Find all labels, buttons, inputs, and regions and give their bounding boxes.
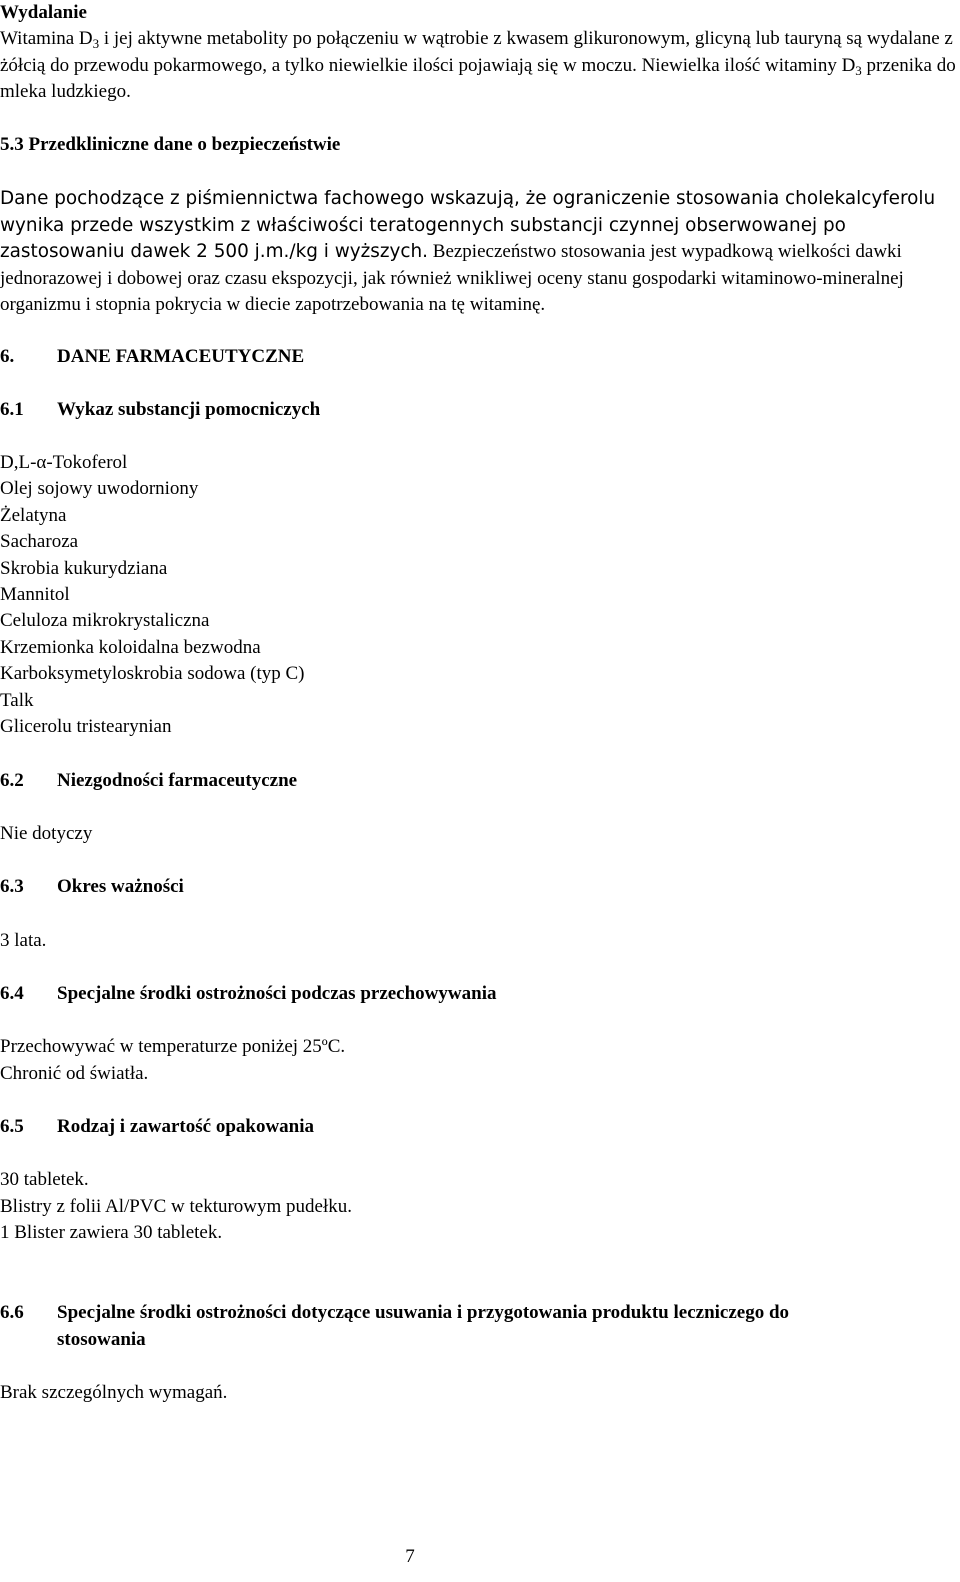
section-6-6-text: Brak szczególnych wymagań. — [0, 1382, 228, 1403]
list-item: Skrobia kukurydziana — [0, 557, 168, 579]
list-item: Celuloza mikrokrystaliczna — [0, 610, 210, 632]
section-6-2-heading: 6.2 Niezgodności farmaceutyczne — [0, 770, 298, 791]
section-6-4-line-2: Chronić od światła. — [0, 1063, 149, 1084]
section-6-4-heading: 6.4 Specjalne środki ostrożności podczas przechowywania — [0, 983, 497, 1004]
section-6-3-text: 3 lata. — [0, 930, 47, 951]
section-6-4-line-1: Przechowywać w temperaturze poniżej 25ºC. — [0, 1036, 346, 1057]
excipients-list — [0, 450, 958, 740]
list-item: Krzemionka koloidalna bezwodna — [0, 636, 261, 658]
section-5-3-paragraph: Dane pochodzące z piśmiennictwa fachowego wskazują, że ograniczenie stosowania cholekalcyferolu wynika przede wszystkim z właściwości teratogennych substancji czynnej obserwowanej po zastosowaniu dawek 2 500 j.m./kg i wyższych. Bezpieczeństwo stosowania jest wypadkową wielkości dawki jednorazowej i dobowej oraz czasu ekspozycji, jak również wnikliwej oceny stanu gospodarki witaminowo-mineralnej organizmu i stopnia pokrycia w diecie zapotrzebowania na tę witaminę. — [0, 188, 936, 315]
section-6-5-line-2: Blistry z folii Al/PVC w tekturowym pudełku. — [0, 1196, 353, 1217]
excretion-paragraph: Witamina $D_3$ i jej aktywne metabolity po połączeniu w wątrobie z kwasem glikuronowym, glicyną lub tauryną są wydalane z żółcią do przewodu pokarmowego, a tylko niewielkie ilości pojawiają się w moczu. Niewielka ilość witaminy $D_3$ przenika do mleka ludzkiego. — [0, 28, 956, 102]
section-6-5-line-3: 1 Blister zawiera 30 tabletek. — [0, 1222, 223, 1243]
section-6-5-line-1: 30 tabletek. — [0, 1169, 89, 1190]
list-item: Olej sojowy uwodorniony — [0, 478, 199, 500]
section-6-heading: 6. DANE FARMACEUTYCZNE — [0, 346, 305, 367]
section-5-3-heading: 5.3 Przedkliniczne dane o bezpieczeństwie — [0, 134, 341, 155]
section-6-6-heading-continued: stosowania — [57, 1329, 146, 1350]
list-item: Talk — [0, 689, 34, 711]
list-item: Żelatyna — [0, 504, 67, 526]
section-6-6-heading: 6.6 Specjalne środki ostrożności dotyczące usuwania i przygotowania produktu leczniczego do — [0, 1302, 790, 1323]
section-6-5-heading: 6.5 Rodzaj i zawartość opakowania — [0, 1116, 315, 1137]
list-item: Glicerolu tristearynian — [0, 715, 172, 737]
list-item: Mannitol — [0, 583, 70, 605]
section-6-2-text: Nie dotyczy — [0, 823, 93, 844]
section-6-1-heading: 6.1 Wykaz substancji pomocniczych — [0, 399, 321, 420]
list-item: Karboksymetyloskrobia sodowa (typ C) — [0, 663, 305, 685]
excretion-heading: Wydalanie — [0, 2, 87, 23]
list-item: Sacharoza — [0, 531, 79, 553]
section-6-3-heading: 6.3 Okres ważności — [0, 876, 184, 897]
list-item: D,L-α-Tokoferol — [0, 452, 128, 473]
page-number: 7 — [405, 1546, 415, 1567]
